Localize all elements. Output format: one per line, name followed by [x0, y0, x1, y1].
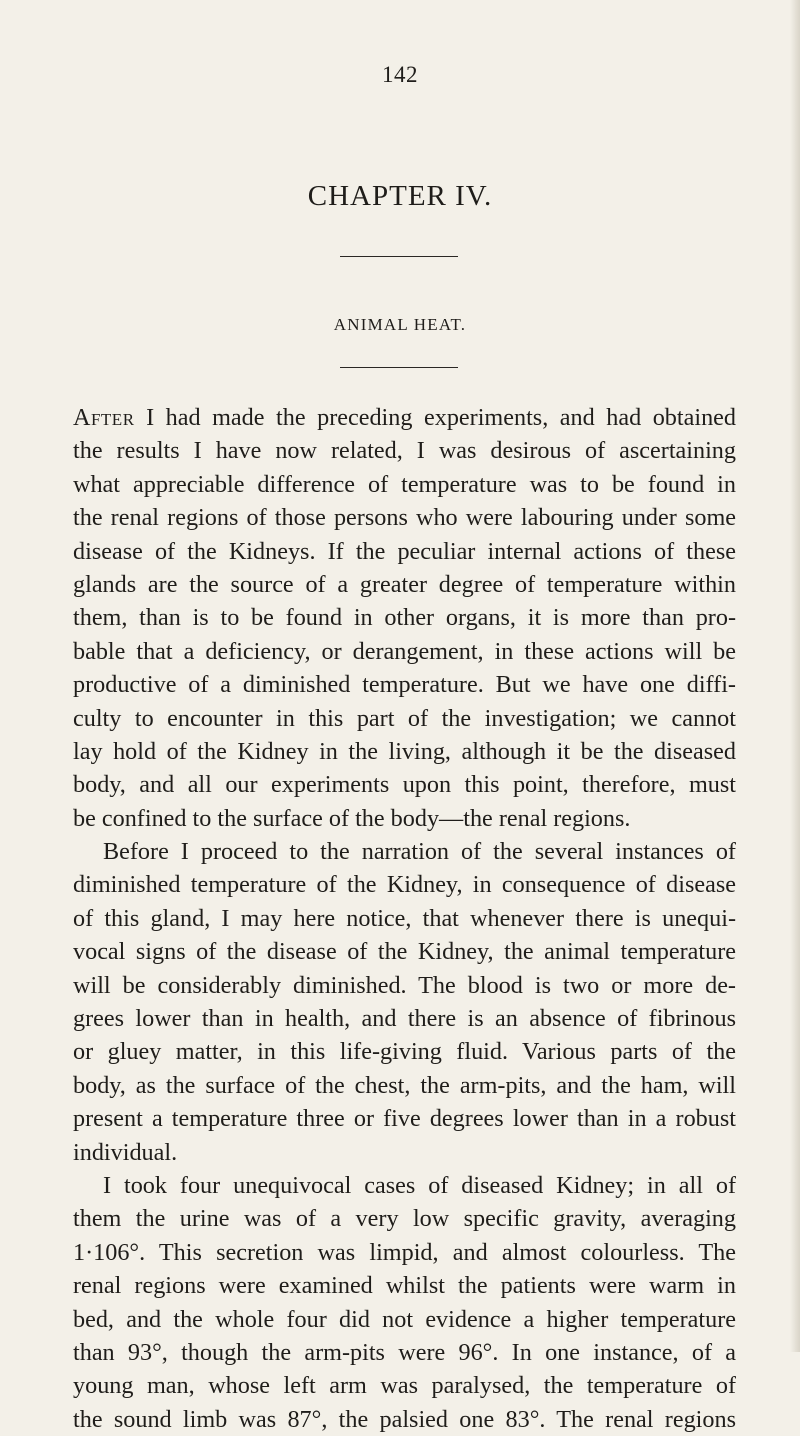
- text-line: productive of a diminished temperature. But we have one diffi-: [73, 671, 736, 699]
- text-line: body, as the surface of the chest, the arm-pits, and the ham, will: [73, 1071, 736, 1099]
- text-line: will be considerably diminished. The blood is two or more de-: [73, 971, 736, 999]
- text-line: culty to encounter in this part of the investigation; we cannot: [73, 704, 736, 732]
- text-line: renal regions were examined whilst the patients were warm in: [73, 1272, 736, 1300]
- text-line: them the urine was of a very low specific gravity, averaging: [73, 1205, 736, 1233]
- text-line: the results I have now related, I was desirous of ascertaining: [73, 437, 736, 465]
- text-line: the sound limb was 87°, the palsied one 83°. The renal regions: [73, 1405, 736, 1433]
- chapter-heading: CHAPTER IV.: [307, 180, 493, 212]
- text-line: them, than is to be found in other organs, it is more than pro-: [73, 604, 736, 632]
- text-line: diminished temperature of the Kidney, in consequence of disease: [73, 871, 736, 899]
- text-line: of this gland, I may here notice, that whenever there is unequi-: [73, 904, 736, 932]
- opening-word: After: [73, 404, 135, 431]
- page-number: 142: [382, 62, 418, 87]
- text-line: I took four unequivocal cases of diseased Kidney; in all of: [103, 1171, 736, 1199]
- text-line: than 93°, though the arm-pits were 96°. In one instance, of a: [73, 1338, 736, 1366]
- page-edge-shadow: [790, 0, 800, 1352]
- text-line: bable that a deficiency, or derangement, in these actions will be: [73, 637, 736, 665]
- text-line: lay hold of the Kidney in the living, although it be the diseased: [73, 737, 736, 765]
- text-line: vocal signs of the disease of the Kidney, the animal temperature: [73, 938, 736, 966]
- text-line: young man, whose left arm was paralysed, the temperature of: [73, 1372, 736, 1400]
- section-heading: ANIMAL HEAT.: [333, 315, 467, 334]
- divider-rule: [340, 367, 458, 368]
- text-line: body, and all our experiments upon this point, therefore, must: [73, 771, 736, 799]
- text-line: present a temperature three or five degrees lower than in a robust: [73, 1105, 736, 1133]
- text-line: or gluey matter, in this life-giving fluid. Various parts of the: [73, 1038, 736, 1066]
- text-line: 1·106°. This secretion was limpid, and almost colourless. The: [73, 1238, 736, 1266]
- text-line: glands are the source of a greater degree of temperature within: [73, 570, 736, 598]
- text-line: After I had made the preceding experiments, and had obtained: [73, 404, 736, 431]
- text-line: Before I proceed to the narration of the several instances of: [103, 838, 736, 866]
- body-text: [73, 401, 736, 1436]
- text-line: the renal regions of those persons who were labouring under some: [73, 504, 736, 532]
- text-line: disease of the Kidneys. If the peculiar internal actions of these: [73, 537, 736, 565]
- text-line: individual.: [73, 1138, 178, 1166]
- text-line: bed, and the whole four did not evidence a higher temperature: [73, 1305, 736, 1333]
- text-line: grees lower than in health, and there is an absence of fibrinous: [73, 1005, 736, 1033]
- text-line: what appreciable difference of temperature was to be found in: [73, 470, 736, 498]
- divider-rule: [340, 256, 458, 257]
- text-line: be confined to the surface of the body—the renal regions.: [73, 804, 631, 832]
